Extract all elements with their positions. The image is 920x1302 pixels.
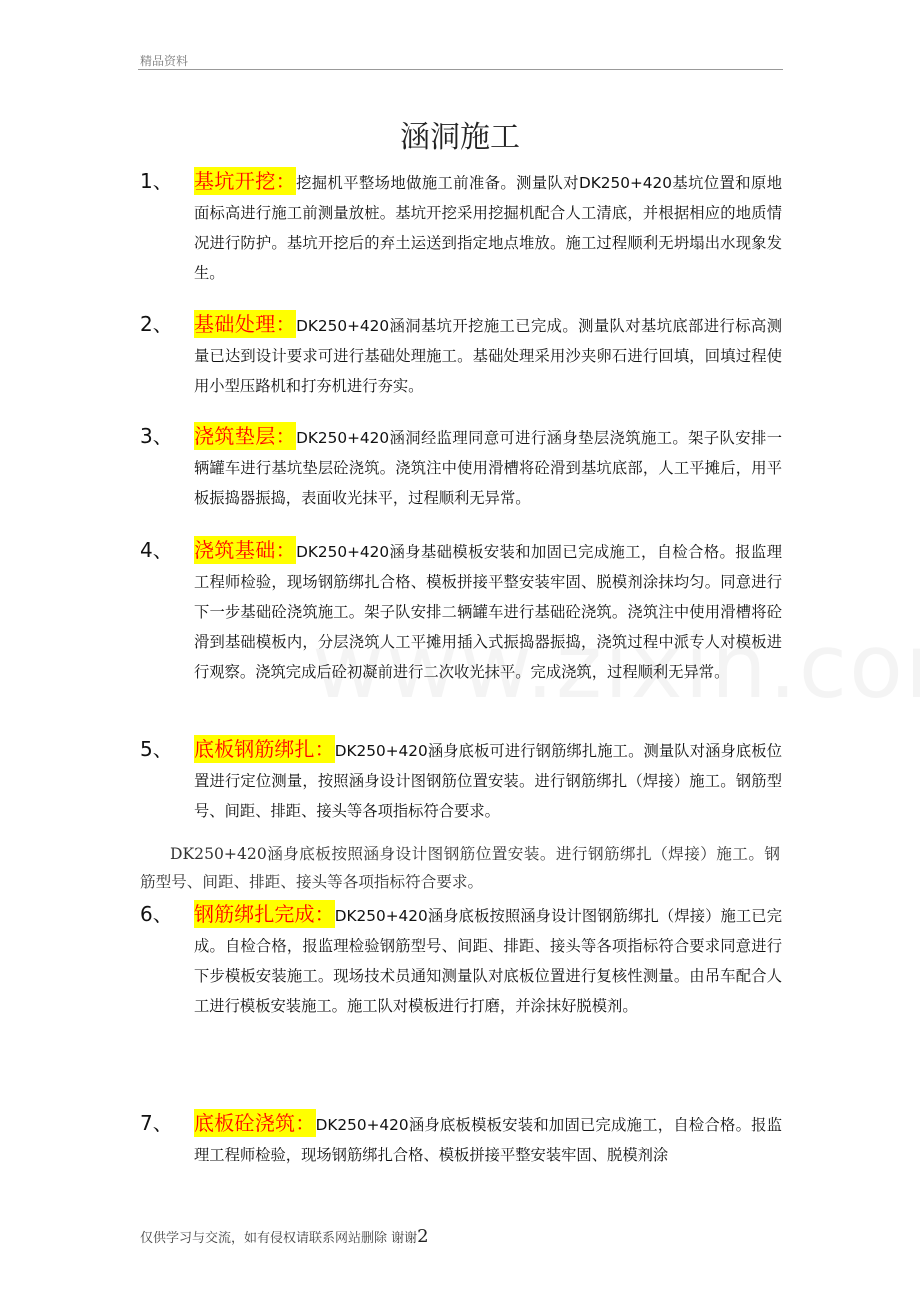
step-text: 挖掘机平整场地做施工前准备。测量队对DK250+420基坑位置和原地面标高进行施工前测量放桩。基坑开挖采用挖掘机配合人工清底，并根据相应的地质情况进行防护。基坑开挖后的弃土运送到指定地点堆放。施工过程顺利无坍塌出水现象发生。 [194, 174, 782, 282]
step-number: 7、 [140, 1111, 173, 1135]
step-body [194, 899, 782, 1021]
step-number: 6、 [140, 902, 173, 926]
header-label: 精品资料 [140, 54, 189, 68]
step-heading: 底板钢筋绑扎： [194, 737, 335, 761]
step-heading: 钢筋绑扎完成： [194, 902, 335, 926]
step-heading: 浇筑垫层： [194, 424, 297, 448]
document-title: 涵洞施工 [400, 120, 520, 155]
step-text: DK250+420涵洞基坑开挖施工已完成。测量队对基坑底部进行标高测量已达到设计要求可进行基础处理施工。基础处理采用沙夹卵石进行回填，回填过程使用小型压路机和打夯机进行夯实。 [194, 317, 782, 395]
step-body [194, 535, 782, 687]
step-body [194, 166, 782, 288]
step-number: 3、 [140, 424, 173, 448]
step-number: 5、 [140, 737, 173, 761]
step-text: DK250+420涵身底板按照涵身设计图钢筋绑扎（焊接）施工已完成。自检合格，报监理检验钢筋型号、间距、排距、接头等各项指标符合要求同意进行下步模板安装施工。现场技术员通知测量队对底板位置进行复核性测量。由吊车配合人工进行模板安装施工。施工队对模板进行打磨，并涂抹好脱模剂。 [194, 907, 782, 1015]
step-body [194, 734, 782, 826]
step-text: DK250+420涵身底板模板安装和加固已完成施工，自检合格。报监理工程师检验，现场钢筋绑扎合格、模板拼接平整安装牢固、脱模剂涂 [194, 1116, 783, 1164]
step-heading: 基坑开挖： [194, 169, 297, 193]
step-heading: 浇筑基础： [194, 538, 297, 562]
note-paragraph: DK250+420涵身底板按照涵身设计图钢筋位置安装。进行钢筋绑扎（焊接）施工。钢筋型号、间距、排距、接头等各项指标符合要求。 [140, 845, 780, 891]
step-number: 4、 [140, 538, 173, 562]
page-number: 2 [417, 1226, 429, 1247]
step-text: DK250+420涵洞经监理同意可进行涵身垫层浇筑施工。架子队安排一辆罐车进行基坑垫层砼浇筑。浇筑注中使用滑槽将砼滑到基坑底部，人工平摊后，用平板振捣器振捣，表面收光抹平，过程顺利无异常。 [194, 429, 782, 507]
header-divider [138, 69, 783, 70]
step-body [194, 309, 782, 401]
step-body [194, 1108, 782, 1170]
step-number: 1、 [140, 169, 173, 193]
step-text: DK250+420涵身底板可进行钢筋绑扎施工。测量队对涵身底板位置进行定位测量，按照涵身设计图钢筋位置安装。进行钢筋绑扎（焊接）施工。钢筋型号、间距、排距、接头等各项指标符合要求。 [194, 742, 782, 820]
page-footer [140, 1226, 429, 1247]
step-body [194, 421, 782, 513]
step-heading: 底板砼浇筑： [194, 1111, 316, 1135]
step-text: DK250+420涵身基础模板安装和加固已完成施工，自检合格。报监理工程师检验，现场钢筋绑扎合格、模板拼接平整安装牢固、脱模剂涂抹均匀。同意进行下一步基础砼浇筑施工。架子队安排二辆罐车进行基础砼浇筑。浇筑注中使用滑槽将砼滑到基础模板内，分层浇筑人工平摊用插入式振捣器振捣，浇筑过程中派专人对模板进行观察。浇筑完成后砼初凝前进行二次收光抹平。完成浇筑，过程顺利无异常。 [194, 543, 782, 681]
step-number: 2、 [140, 312, 173, 336]
footer-text: 仅供学习与交流，如有侵权请联系网站删除 谢谢 [140, 1231, 418, 1246]
step-heading: 基础处理： [194, 312, 297, 336]
